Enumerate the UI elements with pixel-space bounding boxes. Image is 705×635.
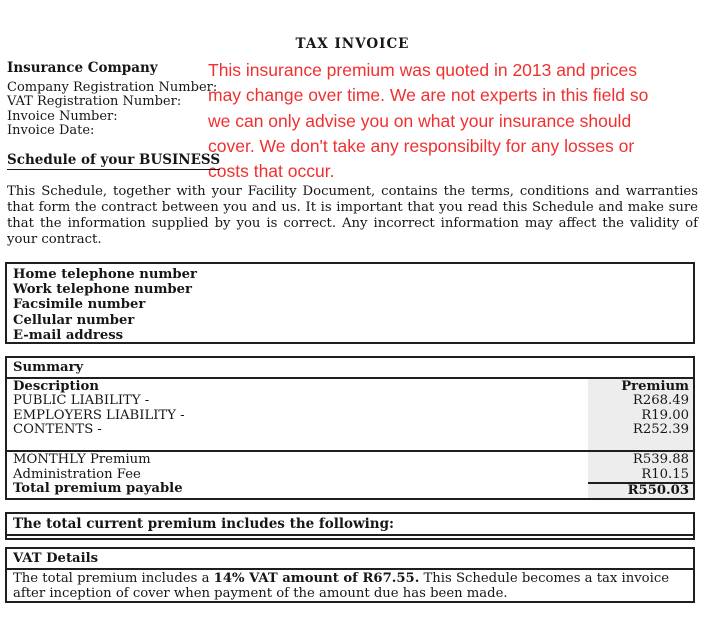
summary-spacer [7, 438, 693, 450]
insurance-company-heading: Insurance Company [7, 60, 158, 76]
vat-details-box [5, 547, 695, 603]
premium-includes-heading: The total current premium includes the following: [7, 514, 693, 536]
vat-details-text [7, 570, 693, 601]
line-item-description: EMPLOYERS LIABILITY - [13, 407, 185, 423]
line-item-description: PUBLIC LIABILITY - [13, 393, 150, 408]
admin-fee-label: Administration Fee [13, 466, 141, 482]
annotation-line: cover. We don't take any responsibilty for any losses or [208, 135, 635, 156]
page-title: TAX INVOICE [295, 36, 410, 52]
vat-text-prefix: The total premium includes a [13, 571, 214, 586]
invoice-number-label: Invoice Number: [7, 108, 118, 124]
vat-details-heading: VAT Details [7, 549, 693, 570]
summary-column-header-row [7, 379, 693, 394]
table-row [7, 423, 693, 438]
line-item-premium: R268.49 [632, 393, 689, 408]
table-row [7, 394, 693, 409]
table-row [7, 452, 693, 467]
invoice-date-label: Invoice Date: [7, 123, 95, 139]
line-item-description: CONTENTS - [13, 422, 102, 438]
line-item-premium: R19.00 [641, 407, 689, 423]
vat-text-suffix: This Schedule becomes a tax invoice after inception of cover when payment of the amount due has been made. [13, 571, 670, 601]
vat-registration-label: VAT Registration Number: [7, 94, 182, 110]
schedule-of-business-heading: Schedule of your BUSINESS [7, 152, 221, 168]
admin-fee-value: R10.15 [641, 466, 689, 482]
monthly-premium-label: MONTHLY Premium [13, 451, 151, 467]
table-row [7, 409, 693, 424]
annotation-line: we can only advise you on what your insurance should [208, 110, 632, 131]
monthly-premium-value: R539.88 [632, 451, 689, 467]
total-premium-value: R550.03 [588, 482, 693, 497]
summary-box [5, 356, 695, 500]
email-label: E-mail address [13, 327, 124, 343]
vat-amount-bold-text: 14% VAT amount of R67.55. [213, 571, 420, 586]
company-registration-label: Company Registration Number: [7, 80, 218, 95]
summary-heading: Summary [7, 358, 693, 379]
description-column-header: Description [13, 379, 99, 394]
contact-details-box [5, 262, 695, 344]
home-telephone-label: Home telephone number [13, 267, 197, 282]
total-premium-label: Total premium payable [13, 480, 183, 496]
table-row [7, 467, 693, 482]
premium-includes-box [5, 512, 695, 540]
total-premium-row [7, 482, 693, 497]
cellular-label: Cellular number [13, 312, 135, 328]
facsimile-label: Facsimile number [13, 297, 146, 313]
invoice-header-fields [7, 81, 217, 139]
line-item-premium: R252.39 [632, 422, 689, 438]
annotation-line: costs that occur. [208, 161, 335, 182]
work-telephone-label: Work telephone number [13, 282, 192, 298]
schedule-intro-paragraph: This Schedule, together with your Facility Document, contains the terms, conditions and warranties that form the contract between you and us. It is important that you read this Schedule and make sure that the information supplied by you is correct. Any incorrect information may affect the validity of your contract. [7, 184, 698, 247]
premium-column-header: Premium [621, 379, 689, 394]
annotation-line: This insurance premium was quoted in 2013 and prices [208, 60, 637, 80]
red-annotation-note [208, 58, 698, 184]
annotation-line: may change over time. We are not experts in this field so [208, 85, 649, 106]
